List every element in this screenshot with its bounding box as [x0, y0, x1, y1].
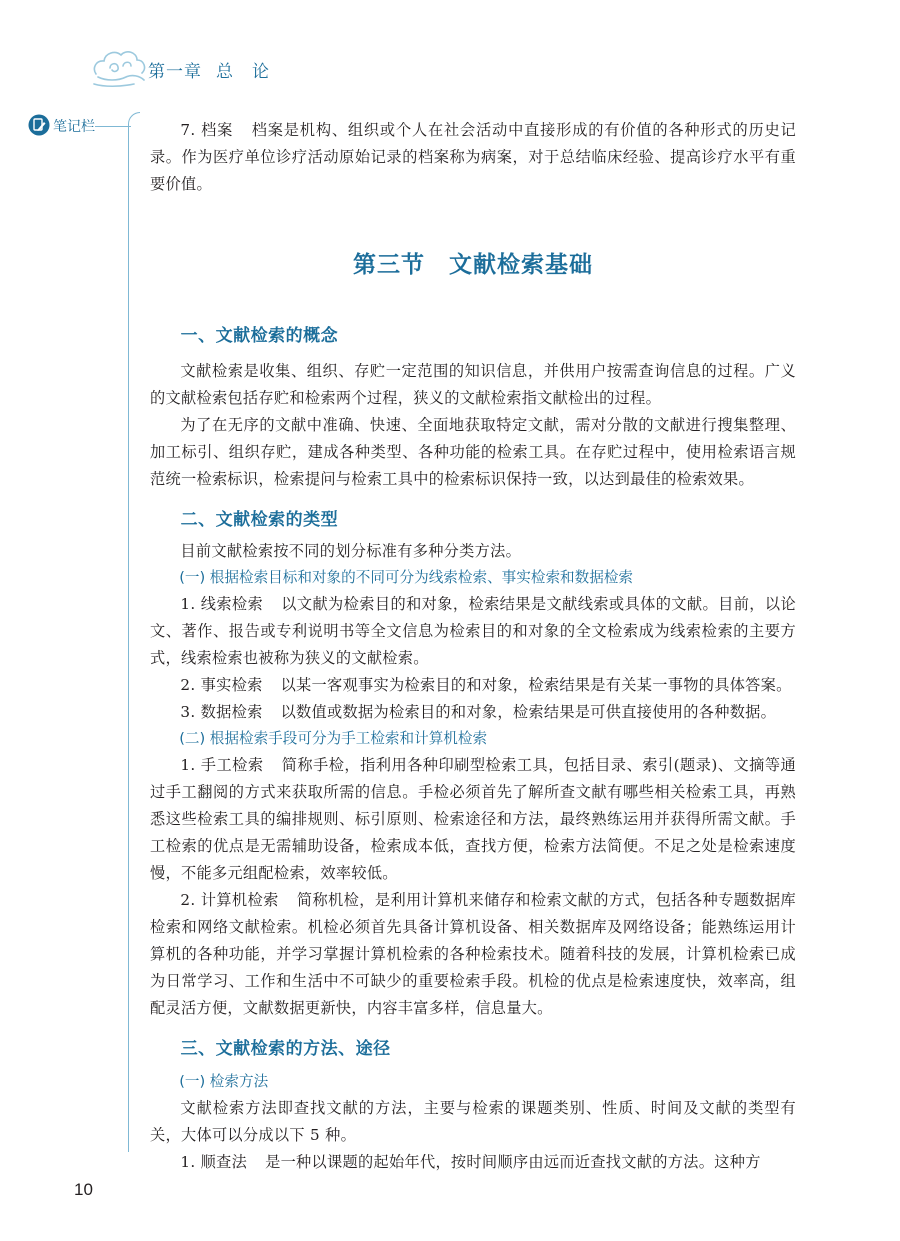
paragraph-manual-search	[150, 752, 796, 887]
heading-search-methods: (一) 检索方法	[179, 1073, 269, 1090]
paragraph-clue-text: 以文献为检索目的和对象，检索结果是文献线索或具体的文献。目前，以论文、著作、报告或专利说明书等全文信息为检索目的和对象的全文检索成为线索检索的主要方式，线索检索也被称为狭义的文献检索。	[150, 595, 796, 667]
term-sequential-search: 1. 顺查法	[180, 1153, 248, 1171]
term-archive: 7. 档案	[180, 121, 234, 139]
margin-rule	[128, 112, 140, 1152]
paragraph-fact-text: 以某一客观事实为检索目的和对象，检索结果是有关某一事物的具体答案。	[280, 676, 792, 694]
paragraph-manual-text: 简称手检，指利用各种印刷型检索工具，包括目录、索引(题录)、文摘等通过手工翻阅的方式来获取所需的信息。手检必须首先了解所查文献有哪些相关检索工具，再熟悉这些检索工具的编排规则、标引原则、检索途径和方法，最终熟练运用并获得所需文献。手工检索的优点是无需辅助设备，检索成本低，查找方便，检索方法简便。不足之处是检索速度慢，不能多元组配检索，效率较低。	[150, 756, 796, 882]
paragraph-data-text: 以数值或数据为检索目的和对象，检索结果是可供直接使用的各种数据。	[280, 703, 777, 721]
notes-divider	[95, 126, 131, 127]
term-fact-search: 2. 事实检索	[180, 676, 263, 694]
heading-concept: 一、文献检索的概念	[180, 326, 339, 346]
chapter-heading	[148, 57, 270, 82]
cloud-ornament-icon	[90, 44, 150, 90]
paragraph-concept-2: 为了在无序的文献中准确、快速、全面地获取特定文献，需对分散的文献进行搜集整理、加工标引、组织存贮，建成各种类型、各种功能的检索工具。在存贮过程中，使用检索语言规范统一检索标识，检索提问与检索工具中的检索标识保持一致，以达到最佳的检索效果。	[150, 416, 796, 488]
term-manual-search: 1. 手工检索	[180, 756, 264, 774]
paragraph-data-search	[150, 699, 796, 726]
heading-by-target: (一) 根据检索目标和对象的不同可分为线索检索、事实检索和数据检索	[179, 569, 634, 586]
section-number: 第三节	[353, 252, 425, 278]
heading-by-means: (二) 根据检索手段可分为手工检索和计算机检索	[179, 730, 488, 747]
paragraph-clue-search	[150, 591, 796, 672]
main-content	[150, 117, 796, 1176]
paragraph-sequential-search	[150, 1149, 796, 1176]
term-clue-search: 1. 线索检索	[180, 595, 264, 613]
chapter-label: 第一章	[148, 62, 202, 82]
notes-pencil-icon	[28, 114, 50, 136]
chapter-title: 总 论	[216, 62, 270, 82]
paragraph-computer-search	[150, 887, 796, 1022]
paragraph-sequential-text: 是一种以课题的起始年代，按时间顺序由远而近查找文献的方法。这种方	[265, 1153, 761, 1171]
paragraph-computer-text: 简称机检，是利用计算机来储存和检索文献的方式，包括各种专题数据库检索和网络文献检索。机检必须首先具备计算机设备、相关数据库及网络设备；能熟练运用计算机的各种功能，并学习掌握计算机检索的各种检索技术。随着科技的发展，计算机检索已成为日常学习、工作和生活中不可缺少的重要检索手段。机检的优点是检索速度快，效率高，组配灵活方便，文献数据更新快，内容丰富多样，信息量大。	[150, 891, 796, 1017]
heading-types: 二、文献检索的类型	[180, 510, 339, 530]
paragraph-methods-intro: 文献检索方法即查找文献的方法，主要与检索的课题类别、性质、时间及文献的类型有关，大体可以分成以下 5 种。	[150, 1099, 796, 1144]
paragraph-fact-search	[150, 672, 796, 699]
term-computer-search: 2. 计算机检索	[180, 891, 279, 909]
paragraph-archive	[150, 117, 796, 198]
paragraph-concept-1: 文献检索是收集、组织、存贮一定范围的知识信息，并供用户按需查询信息的过程。广义的文献检索包括存贮和检索两个过程，狭义的文献检索指文献检出的过程。	[150, 362, 796, 407]
page-header	[90, 44, 590, 92]
page-number: 10	[74, 1180, 93, 1199]
section-title	[150, 246, 796, 279]
heading-methods: 三、文献检索的方法、途径	[180, 1039, 391, 1059]
section-name: 文献检索基础	[449, 252, 593, 278]
notes-label: 笔记栏	[53, 119, 95, 135]
paragraph-archive-text: 档案是机构、组织或个人在社会活动中直接形成的有价值的各种形式的历史记录。作为医疗单位诊疗活动原始记录的档案称为病案，对于总结临床经验、提高诊疗水平有重要价值。	[150, 121, 796, 193]
term-data-search: 3. 数据检索	[180, 703, 263, 721]
paragraph-types-intro: 目前文献检索按不同的划分标准有多种分类方法。	[180, 542, 522, 560]
